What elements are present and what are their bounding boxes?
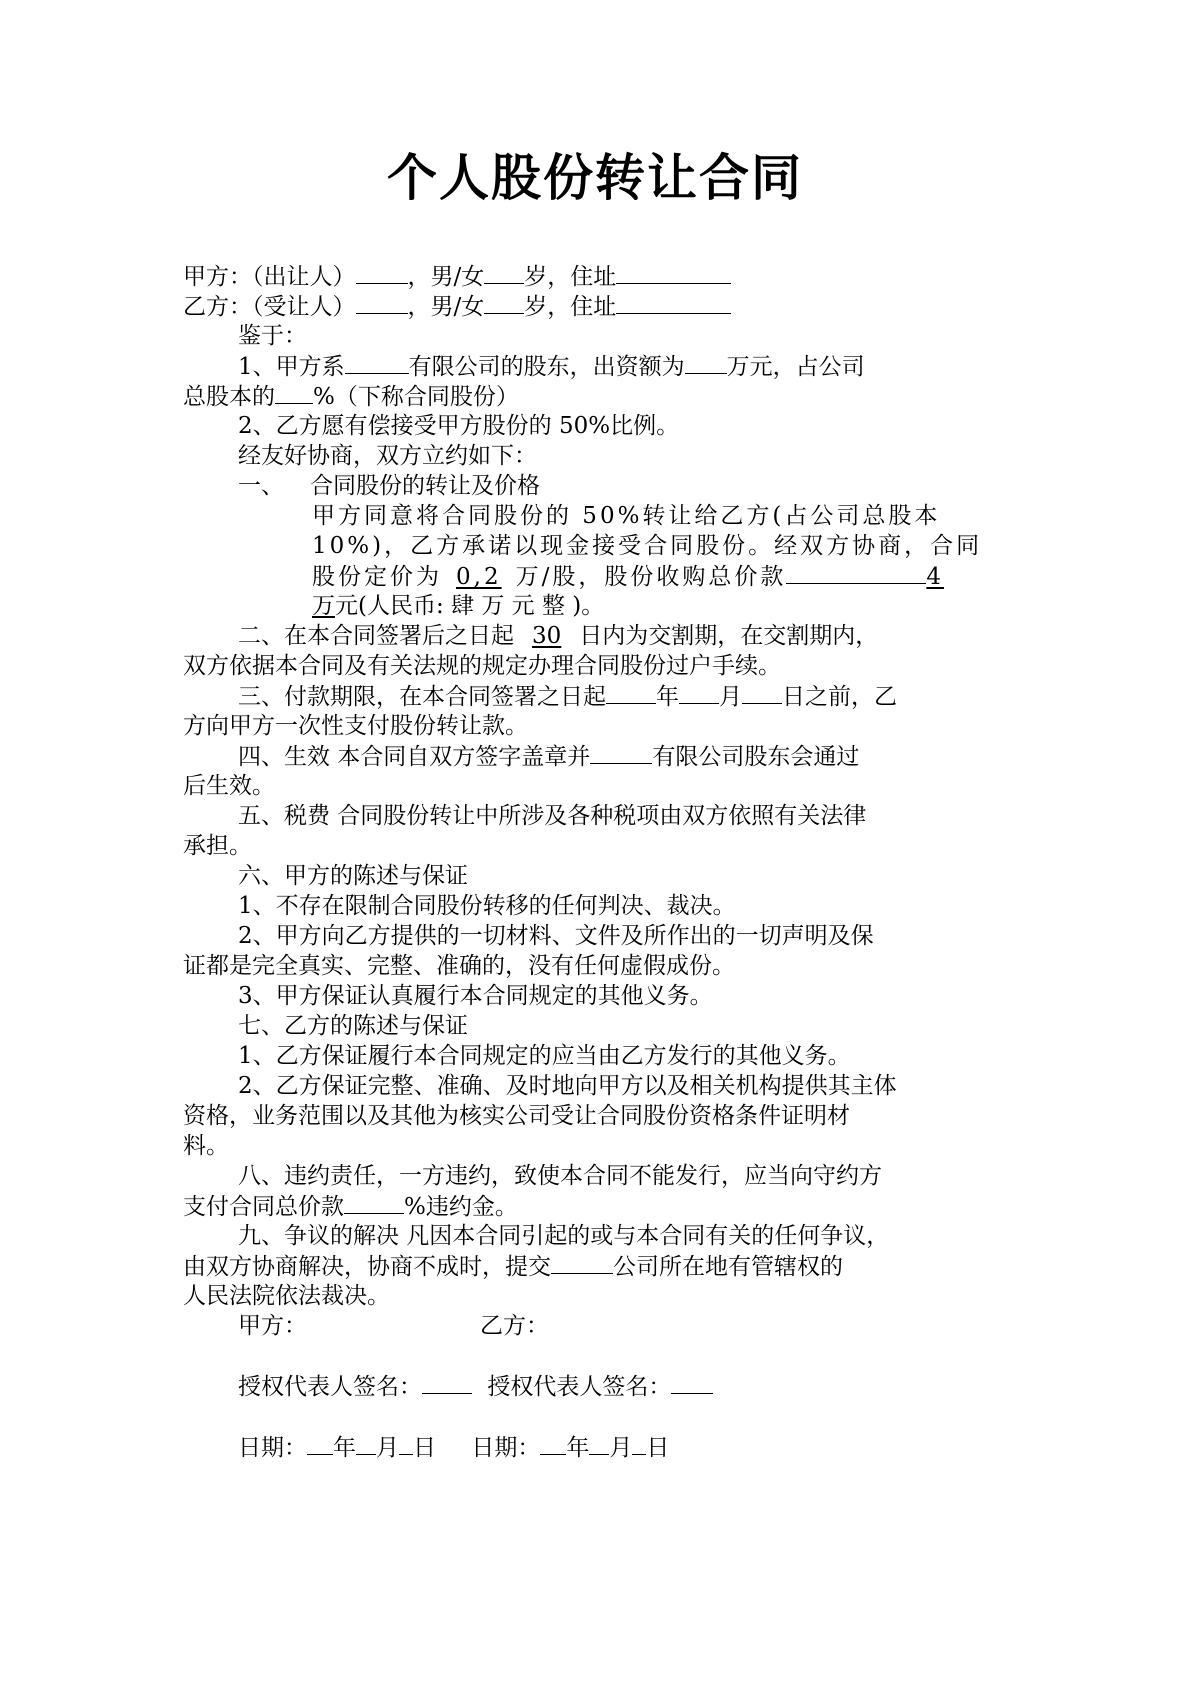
section-2-line-2: 双方依据本合同及有关法规的规定办理合同股份过户手续。: [183, 653, 781, 679]
section-2-line-1: 二、在本合同签署后之日起 30 日内为交割期，在交割期内，: [238, 623, 879, 649]
section-7-heading: 七、乙方的陈述与保证: [238, 1013, 468, 1039]
section-7-item-2-cont: 资格，业务范围以及其他为核实公司受让合同股份资格条件证明材: [183, 1103, 850, 1129]
party-a-date-month-blank[interactable]: [356, 1432, 376, 1455]
section-6-item-2-cont: 证都是完全真实、完整、准确的，没有任何虚假成份。: [183, 953, 735, 979]
section-6-heading: 六、甲方的陈述与保证: [238, 863, 468, 889]
section-1-heading: 一、 合同股份的转让及价格: [238, 473, 540, 499]
section-9-line-3: 人民法院依法裁决。: [183, 1283, 390, 1309]
rep-signature-row: 授权代表人签名： 授权代表人签名：: [238, 1371, 713, 1402]
section-1-para-4: 万元(人民币: 肆 万 元 整 )。: [312, 593, 605, 619]
whereas-item-2: 2、乙方愿有偿接受甲方股份的 50%比例。: [238, 413, 680, 439]
company-name-blank[interactable]: [345, 351, 409, 374]
party-b-name-blank[interactable]: [356, 291, 408, 314]
section-3-line-2: 方向甲方一次性支付股份转让款。: [183, 713, 528, 739]
payment-year-blank[interactable]: [606, 681, 656, 704]
party-a-address-blank[interactable]: [616, 261, 731, 284]
party-b-date-day-blank[interactable]: [632, 1432, 646, 1455]
section-3-line-1: 三、付款期限，在本合同签署之日起 年 月 日之前，乙: [238, 681, 897, 712]
section-1-para-1: 甲方同意将合同股份的 50%转让给乙方(占公司总股本: [312, 503, 941, 529]
party-b-age-blank[interactable]: [484, 291, 524, 314]
party-b-date-year-blank[interactable]: [540, 1432, 566, 1455]
party-b-signature-label: 乙方：: [480, 1313, 549, 1339]
whereas-item-1-cont: 总股本的 %（下称合同股份）: [183, 381, 519, 412]
delivery-days: 30: [532, 623, 562, 649]
section-1-para-3: 股份定价为 0,2 万/股，股份收购总价款 4: [312, 561, 944, 592]
total-price-value: 4: [926, 564, 944, 590]
document-title: 个人股份转让合同: [387, 148, 803, 207]
section-7-item-2-end: 料。: [183, 1133, 229, 1159]
agreement-intro: 经友好协商，双方立约如下：: [238, 443, 537, 469]
section-1-para-2: 10%)，乙方承诺以现金接受合同股份。经双方协商，合同: [312, 533, 983, 559]
party-a-date-day-blank[interactable]: [399, 1432, 413, 1455]
whereas-heading: 鉴于：: [238, 323, 307, 349]
penalty-percent-blank[interactable]: [344, 1191, 404, 1214]
section-9-line-2: 由双方协商解决，协商不成时，提交 公司所在地有管辖权的: [183, 1251, 843, 1282]
party-a-line: 甲方：（出让人） ，男/女 岁，住址: [183, 261, 731, 292]
party-a-rep-signature-blank[interactable]: [422, 1371, 472, 1394]
party-a-date-year-blank[interactable]: [307, 1432, 333, 1455]
section-4-line-1: 四、生效 本合同自双方签字盖章并 有限公司股东会通过: [238, 741, 859, 772]
total-price-blank[interactable]: [786, 561, 926, 584]
party-b-address-blank[interactable]: [616, 291, 731, 314]
section-8-line-1: 八、违约责任，一方违约，致使本合同不能发行，应当向守约方: [238, 1163, 882, 1189]
price-per-share: 0,2: [456, 564, 502, 590]
party-a-name-blank[interactable]: [356, 261, 408, 284]
payment-month-blank[interactable]: [679, 681, 719, 704]
section-6-item-1: 1、不存在限制合同股份转移的任何判决、裁决。: [238, 893, 736, 919]
section-6-item-3: 3、甲方保证认真履行本合同规定的其他义务。: [238, 983, 713, 1009]
party-b-rep-signature-blank[interactable]: [671, 1371, 713, 1394]
payment-day-blank[interactable]: [742, 681, 782, 704]
capital-amount-blank[interactable]: [685, 351, 727, 374]
company-approval-blank[interactable]: [590, 741, 652, 764]
section-8-line-2: 支付合同总价款 %违约金。: [183, 1191, 518, 1222]
share-percent-blank[interactable]: [275, 381, 313, 404]
party-b-line: 乙方：（受让人） ，男/女 岁，住址: [183, 291, 731, 322]
section-7-item-1: 1、乙方保证履行本合同规定的应当由乙方发行的其他义务。: [238, 1043, 851, 1069]
section-5-line-2: 承担。: [183, 833, 252, 859]
section-9-line-1: 九、争议的解决 凡因本合同引起的或与本合同有关的任何争议，: [238, 1223, 890, 1249]
section-5-line-1: 五、税费 合同股份转让中所涉及各种税项由双方依照有关法律: [238, 803, 867, 829]
party-a-signature-label: 甲方：: [238, 1313, 307, 1339]
section-4-line-2: 后生效。: [183, 773, 275, 799]
section-7-item-2: 2、乙方保证完整、准确、及时地向甲方以及相关机构提供其主体: [238, 1073, 897, 1099]
arbitration-company-blank[interactable]: [551, 1251, 613, 1274]
party-a-age-blank[interactable]: [484, 261, 524, 284]
section-6-item-2: 2、甲方向乙方提供的一切材料、文件及所作出的一切声明及保: [238, 923, 874, 949]
party-b-date-month-blank[interactable]: [589, 1432, 609, 1455]
date-row: 日期： 年 月 日 日期： 年 月 日: [238, 1432, 669, 1463]
whereas-item-1: 1、甲方系 有限公司的股东，出资额为 万元，占公司: [238, 351, 865, 382]
